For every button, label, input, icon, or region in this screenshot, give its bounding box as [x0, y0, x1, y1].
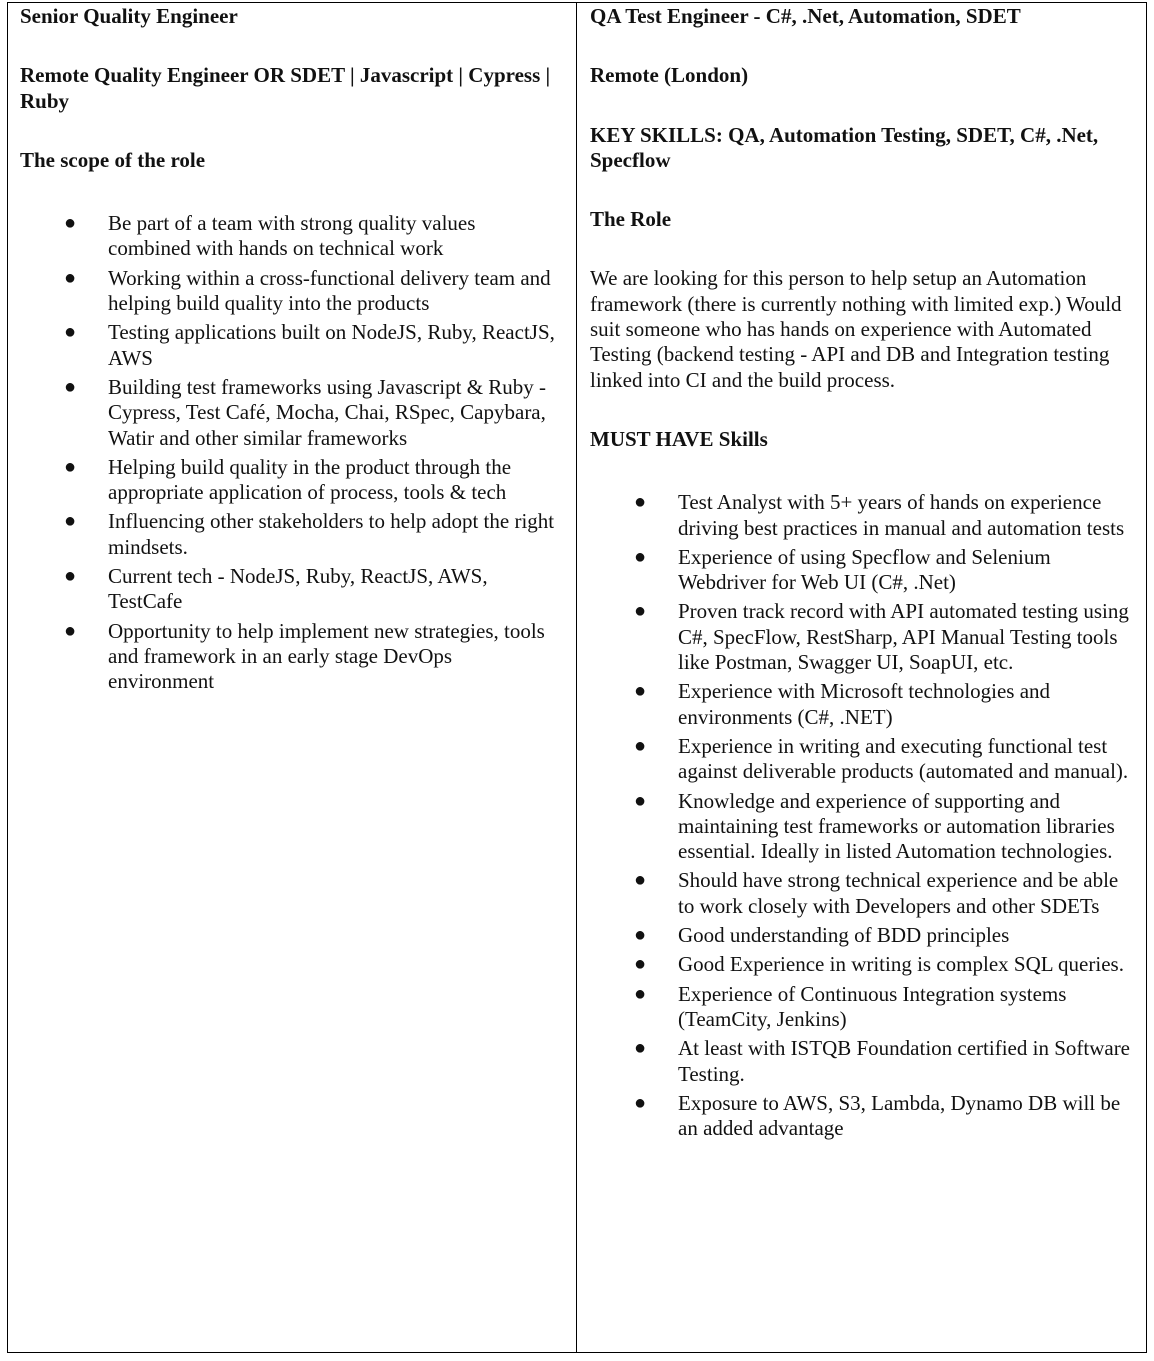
bullet-icon: ●	[64, 510, 77, 533]
list-item: ● Should have strong technical experience and be able to work closely with Developers and other SDETs	[634, 868, 1119, 918]
list-item: ● Proven track record with API automated testing using C#, SpecFlow, RestSharp, API Manual Testing tools like Postman, Swagger UI, SoapUI, etc.	[634, 599, 1129, 675]
list-item: ● Be part of a team with strong quality values combined with hands on technical work	[64, 211, 476, 261]
left-scope-heading: The scope of the role	[20, 147, 206, 172]
column-divider	[576, 2, 577, 1353]
bullet-icon: ●	[64, 321, 77, 344]
bullet-icon: ●	[634, 953, 647, 976]
left-bullet-list	[20, 211, 560, 694]
list-item: ● Experience of using Specflow and Selenium Webdriver for Web UI (C#, .Net)	[634, 544, 1051, 595]
right-column	[590, 4, 1135, 1145]
bullet-icon: ●	[64, 266, 77, 289]
right-role-heading: The Role	[590, 207, 672, 232]
bullet-icon: ●	[634, 491, 647, 514]
list-item: ● At least with ISTQB Foundation certified in Software Testing.	[634, 1036, 1131, 1086]
left-column	[20, 4, 560, 699]
bullet-icon: ●	[634, 545, 647, 568]
bullet-icon: ●	[64, 619, 77, 642]
list-item: ● Knowledge and experience of supporting and maintaining test frameworks or automation libraries essential. Ideally in listed Automation technologies.	[634, 788, 1115, 864]
bullet-icon: ●	[634, 600, 647, 623]
bullet-icon: ●	[64, 212, 77, 235]
bullet-icon: ●	[634, 789, 647, 812]
list-item: ● Working within a cross-functional delivery team and helping build quality into the products	[64, 265, 551, 316]
right-must-have-heading: MUST HAVE Skills	[590, 426, 768, 451]
right-key-skills: KEY SKILLS: QA, Automation Testing, SDET, C#, .Net, Specflow	[590, 122, 1099, 172]
list-item: ● Current tech - NodeJS, Ruby, ReactJS, AWS, TestCafe	[64, 564, 488, 614]
left-job-subtitle: Remote Quality Engineer OR SDET | Javascript | Cypress | Ruby	[20, 63, 551, 113]
list-item: ● Exposure to AWS, S3, Lambda, Dynamo DB will be an added advantage	[634, 1090, 1121, 1141]
right-location: Remote (London)	[590, 63, 749, 88]
bullet-icon: ●	[634, 924, 647, 947]
bullet-icon: ●	[64, 455, 77, 478]
list-item: ● Opportunity to help implement new strategies, tools and framework in an early stage DevOps environment	[64, 618, 545, 694]
list-item: ● Experience with Microsoft technologies and environments (C#, .NET)	[634, 679, 1051, 729]
bullet-icon: ●	[634, 734, 647, 757]
bullet-icon: ●	[634, 869, 647, 892]
list-item: ● Test Analyst with 5+ years of hands on experience driving best practices in manual and automation tests	[634, 490, 1125, 540]
bullet-icon: ●	[634, 1091, 647, 1114]
list-item: ● Good understanding of BDD principles	[634, 923, 1010, 948]
list-item: ● Testing applications built on NodeJS, Ruby, ReactJS, AWS	[64, 320, 555, 370]
right-job-title: QA Test Engineer - C#, .Net, Automation, SDET	[590, 4, 1021, 28]
bullet-icon: ●	[634, 680, 647, 703]
bullet-icon: ●	[64, 375, 77, 398]
list-item: ● Good Experience in writing is complex SQL queries.	[634, 952, 1124, 977]
left-job-title: Senior Quality Engineer	[20, 4, 238, 28]
right-bullet-list	[590, 490, 1135, 1141]
list-item: ● Experience of Continuous Integration systems (TeamCity, Jenkins)	[634, 981, 1067, 1031]
right-role-description: We are looking for this person to help setup an Automation framework (there is currently nothing with limited exp.) Would suit someone who has hands on experience with Automated Testing (backend testing - API and DB and Integration testing linked into CI and the build process.	[590, 266, 1122, 392]
list-item: ● Influencing other stakeholders to help adopt the right mindsets.	[64, 509, 555, 559]
list-item: ● Experience in writing and executing functional test against deliverable products (automated and manual).	[634, 733, 1129, 784]
bullet-icon: ●	[634, 982, 647, 1005]
list-item: ● Building test frameworks using Javascript & Ruby - Cypress, Test Café, Mocha, Chai, RSpec, Capybara, Watir and other similar frameworks	[64, 374, 547, 450]
bullet-icon: ●	[64, 565, 77, 588]
bullet-icon: ●	[634, 1037, 647, 1060]
list-item: ● Helping build quality in the product through the appropriate application of process, tools & tech	[64, 454, 512, 505]
